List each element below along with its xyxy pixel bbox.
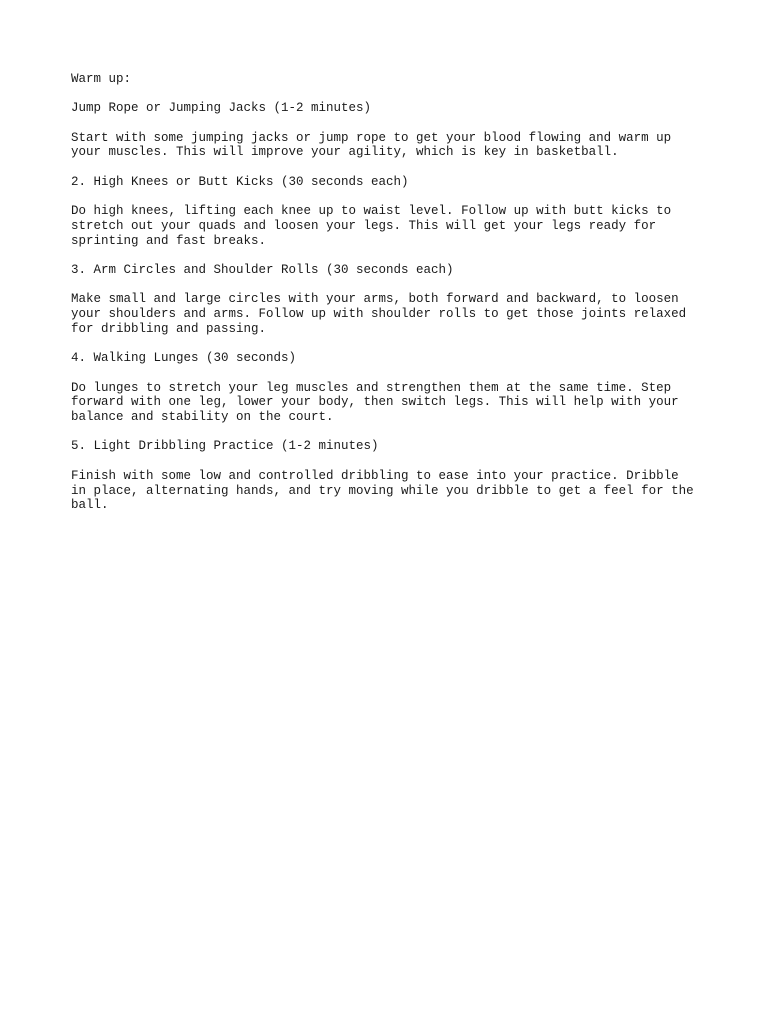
- exercise-description: Start with some jumping jacks or jump rope to get your blood flowing and warm up your muscles. This will improve your agility, which is key in basketball.: [71, 130, 672, 160]
- exercise-title: 4. Walking Lunges (30 seconds): [71, 351, 297, 366]
- exercise-title: 2. High Knees or Butt Kicks (30 seconds each): [71, 174, 409, 189]
- exercise-description: Finish with some low and controlled dribbling to ease into your practice. Dribble in place, alternating hands, and try moving while you dribble to get a feel for the ball.: [71, 468, 694, 513]
- exercise-title: 3. Arm Circles and Shoulder Rolls (30 seconds each): [71, 263, 454, 278]
- section-heading: Warm up:: [71, 72, 132, 86]
- exercise-title: Jump Rope or Jumping Jacks (1-2 minutes): [71, 101, 372, 116]
- exercise-title: 5. Light Dribbling Practice (1-2 minutes): [71, 439, 379, 454]
- exercise-description: Do lunges to stretch your leg muscles and strengthen them at the same time. Step forward with one leg, lower your body, then switch legs. This will help with your balance and stability on the court.: [71, 380, 679, 425]
- exercise-description: Do high knees, lifting each knee up to waist level. Follow up with butt kicks to stretch out your quads and loosen your legs. This will get your legs ready for sprinting and fast breaks.: [71, 204, 672, 248]
- exercise-description: Make small and large circles with your arms, both forward and backward, to loosen your shoulders and arms. Follow up with shoulder rolls to get those joints relaxed for dribbling and passing.: [71, 292, 687, 336]
